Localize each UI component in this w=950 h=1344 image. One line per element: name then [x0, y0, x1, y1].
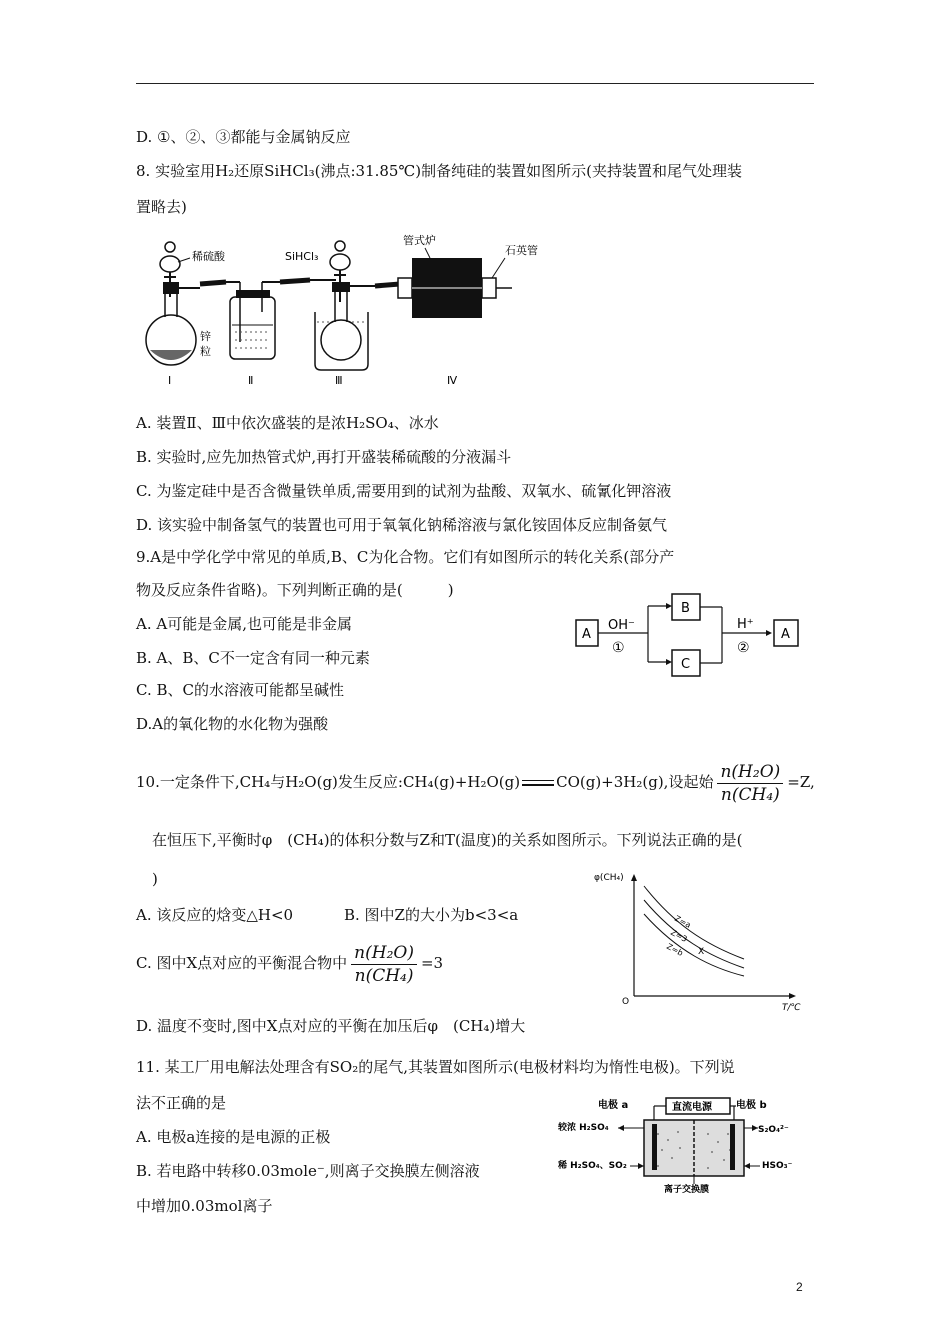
- electrode-a-label: 电极 a: [598, 1100, 629, 1111]
- tube-furnace-label: 管式炉: [403, 234, 436, 247]
- electrode-b-label: 电极 b: [736, 1100, 767, 1111]
- page-number: 2: [796, 1280, 803, 1294]
- q10-stem-line1: [136, 756, 815, 808]
- q8-option-a: A. 装置Ⅱ、Ⅲ中依次盛装的是浓H₂SO₄、冰水: [136, 414, 439, 432]
- flow-oh: OH⁻: [608, 618, 635, 633]
- point-x-label: X: [698, 947, 705, 957]
- q8-option-b: B. 实验时,应先加热管式炉,再打开盛装稀硫酸的分液漏斗: [136, 448, 512, 466]
- q8-option-c: C. 为鉴定硅中是否含微量铁单质,需要用到的试剂为盐酸、双氧水、硫氰化钾溶液: [136, 482, 672, 500]
- ratio-fraction-c: [351, 942, 417, 987]
- curve-label-z3: Z=3: [669, 927, 689, 944]
- apparatus-label-4: Ⅳ: [447, 374, 458, 387]
- q11-option-b: B. 若电路中转移0.03mole⁻,则离子交换膜左侧溶液: [136, 1162, 480, 1180]
- apparatus-label-2: Ⅱ: [248, 374, 254, 387]
- fraction-numerator: n(H₂O): [717, 761, 783, 784]
- q9-stem-line1: 9.A是中学化学中常见的单质,B、C为化合物。它们有如图所示的转化关系(部分产: [136, 548, 675, 566]
- graph-origin: O: [622, 997, 630, 1007]
- flow-c: C: [681, 657, 691, 672]
- curve-label-za: Z=a: [673, 913, 693, 930]
- graph-xlabel: T/℃: [782, 1003, 801, 1012]
- dilute-mixture-label: 稀 H₂SO₄、SO₂: [558, 1161, 627, 1171]
- graph-ylabel: φ(CH₄): [594, 873, 624, 883]
- q11-option-b-line2: 中增加0.03mol离子: [136, 1197, 273, 1215]
- conc-acid-label: 较浓 H₂SO₄: [558, 1123, 609, 1133]
- q10-stem-pre: 10.一定条件下,CH₄与H₂O(g)发生反应:CH₄(g)+H₂O(g): [136, 773, 521, 791]
- q8-apparatus-figure: [140, 222, 560, 392]
- sihcl3-label: SiHCl₃: [285, 250, 319, 263]
- q8-stem-line2: 置略去): [136, 198, 187, 216]
- q11-stem-line1: 11. 某工厂用电解法处理含有SO₂的尾气,其装置如图所示(电极材料均为惰性电极)。下列说: [136, 1058, 735, 1076]
- q10-stem-mid: CO(g)+3H₂(g),设起始: [556, 773, 714, 791]
- membrane-label: 离子交换膜: [664, 1185, 710, 1195]
- equilibrium-arrow: [522, 779, 554, 787]
- q8-stem-line1: 8. 实验室用H₂还原SiHCl₃(沸点:31.85℃)制备纯硅的装置如图所示(夹持装置和尾气处理装: [136, 162, 742, 180]
- curve-label-zb: Z=b: [665, 941, 685, 958]
- power-supply-label: 直流电源: [672, 1102, 712, 1113]
- flow-h: H⁺: [737, 617, 754, 632]
- q9-option-c: C. B、C的水溶液可能都呈碱性: [136, 681, 344, 699]
- q9-option-b: B. A、B、C不一定含有同一种元素: [136, 649, 370, 667]
- zinc-label-1: 锌: [200, 330, 211, 343]
- q9-option-d: D.A的氧化物的水化物为强酸: [136, 715, 329, 733]
- flow-b: B: [681, 601, 690, 616]
- q11-stem-line2: 法不正确的是: [136, 1094, 227, 1112]
- q9-flow-figure: [572, 590, 804, 682]
- q9-stem-line2: 物及反应条件省略)。下列判断正确的是( ): [136, 581, 454, 599]
- dithionite-label: S₂O₄²⁻: [758, 1125, 789, 1135]
- apparatus-label-3: Ⅲ: [335, 374, 343, 387]
- q8-option-d: D. 该实验中制备氢气的装置也可用于氧氧化钠稀溶液与氯化铵固体反应制备氨气: [136, 516, 668, 534]
- fraction-numerator-c: n(H₂O): [351, 942, 417, 965]
- zinc-label-2: 粒: [200, 345, 211, 358]
- q10-option-c-post: =3: [420, 954, 444, 972]
- flow-a-in: A: [582, 627, 591, 642]
- q10-option-c-pre: C. 图中X点对应的平衡混合物中: [136, 954, 348, 972]
- q10-stem-post: =Z,: [787, 773, 815, 791]
- fraction-denominator-c: n(CH₄): [354, 965, 414, 986]
- q9-option-a: A. A可能是金属,也可能是非金属: [136, 615, 352, 633]
- bisulfite-label: HSO₃⁻: [762, 1161, 793, 1171]
- header-rule: [136, 83, 814, 84]
- flow-step-1: ①: [612, 640, 625, 656]
- flow-step-2: ②: [737, 640, 750, 656]
- quartz-tube-label: 石英管: [505, 244, 538, 257]
- q7-option-d: D. ①、②、③都能与金属钠反应: [136, 128, 351, 146]
- q10-graph-figure: [594, 864, 804, 1012]
- q11-cell-figure: [558, 1094, 810, 1206]
- ratio-fraction: [717, 761, 783, 806]
- q11-option-a: A. 电极a连接的是电源的正极: [136, 1128, 331, 1146]
- apparatus-label-1: Ⅰ: [168, 374, 172, 387]
- q10-option-a: A. 该反应的焓变△H<0: [136, 906, 294, 924]
- flow-a-out: A: [781, 627, 790, 642]
- q10-option-d: D. 温度不变时,图中X点对应的平衡在加压后φ (CH₄)增大: [136, 1017, 526, 1035]
- q10-option-c: [136, 937, 443, 989]
- q10-option-b: B. 图中Z的大小为b<3<a: [344, 906, 519, 924]
- q10-stem-line3: ): [152, 870, 158, 888]
- fraction-denominator: n(CH₄): [720, 784, 780, 805]
- dilute-acid-label: 稀硫酸: [192, 250, 225, 263]
- q10-stem-line2: 在恒压下,平衡时φ (CH₄)的体积分数与Z和T(温度)的关系如图所示。下列说法正确的是(: [152, 831, 743, 849]
